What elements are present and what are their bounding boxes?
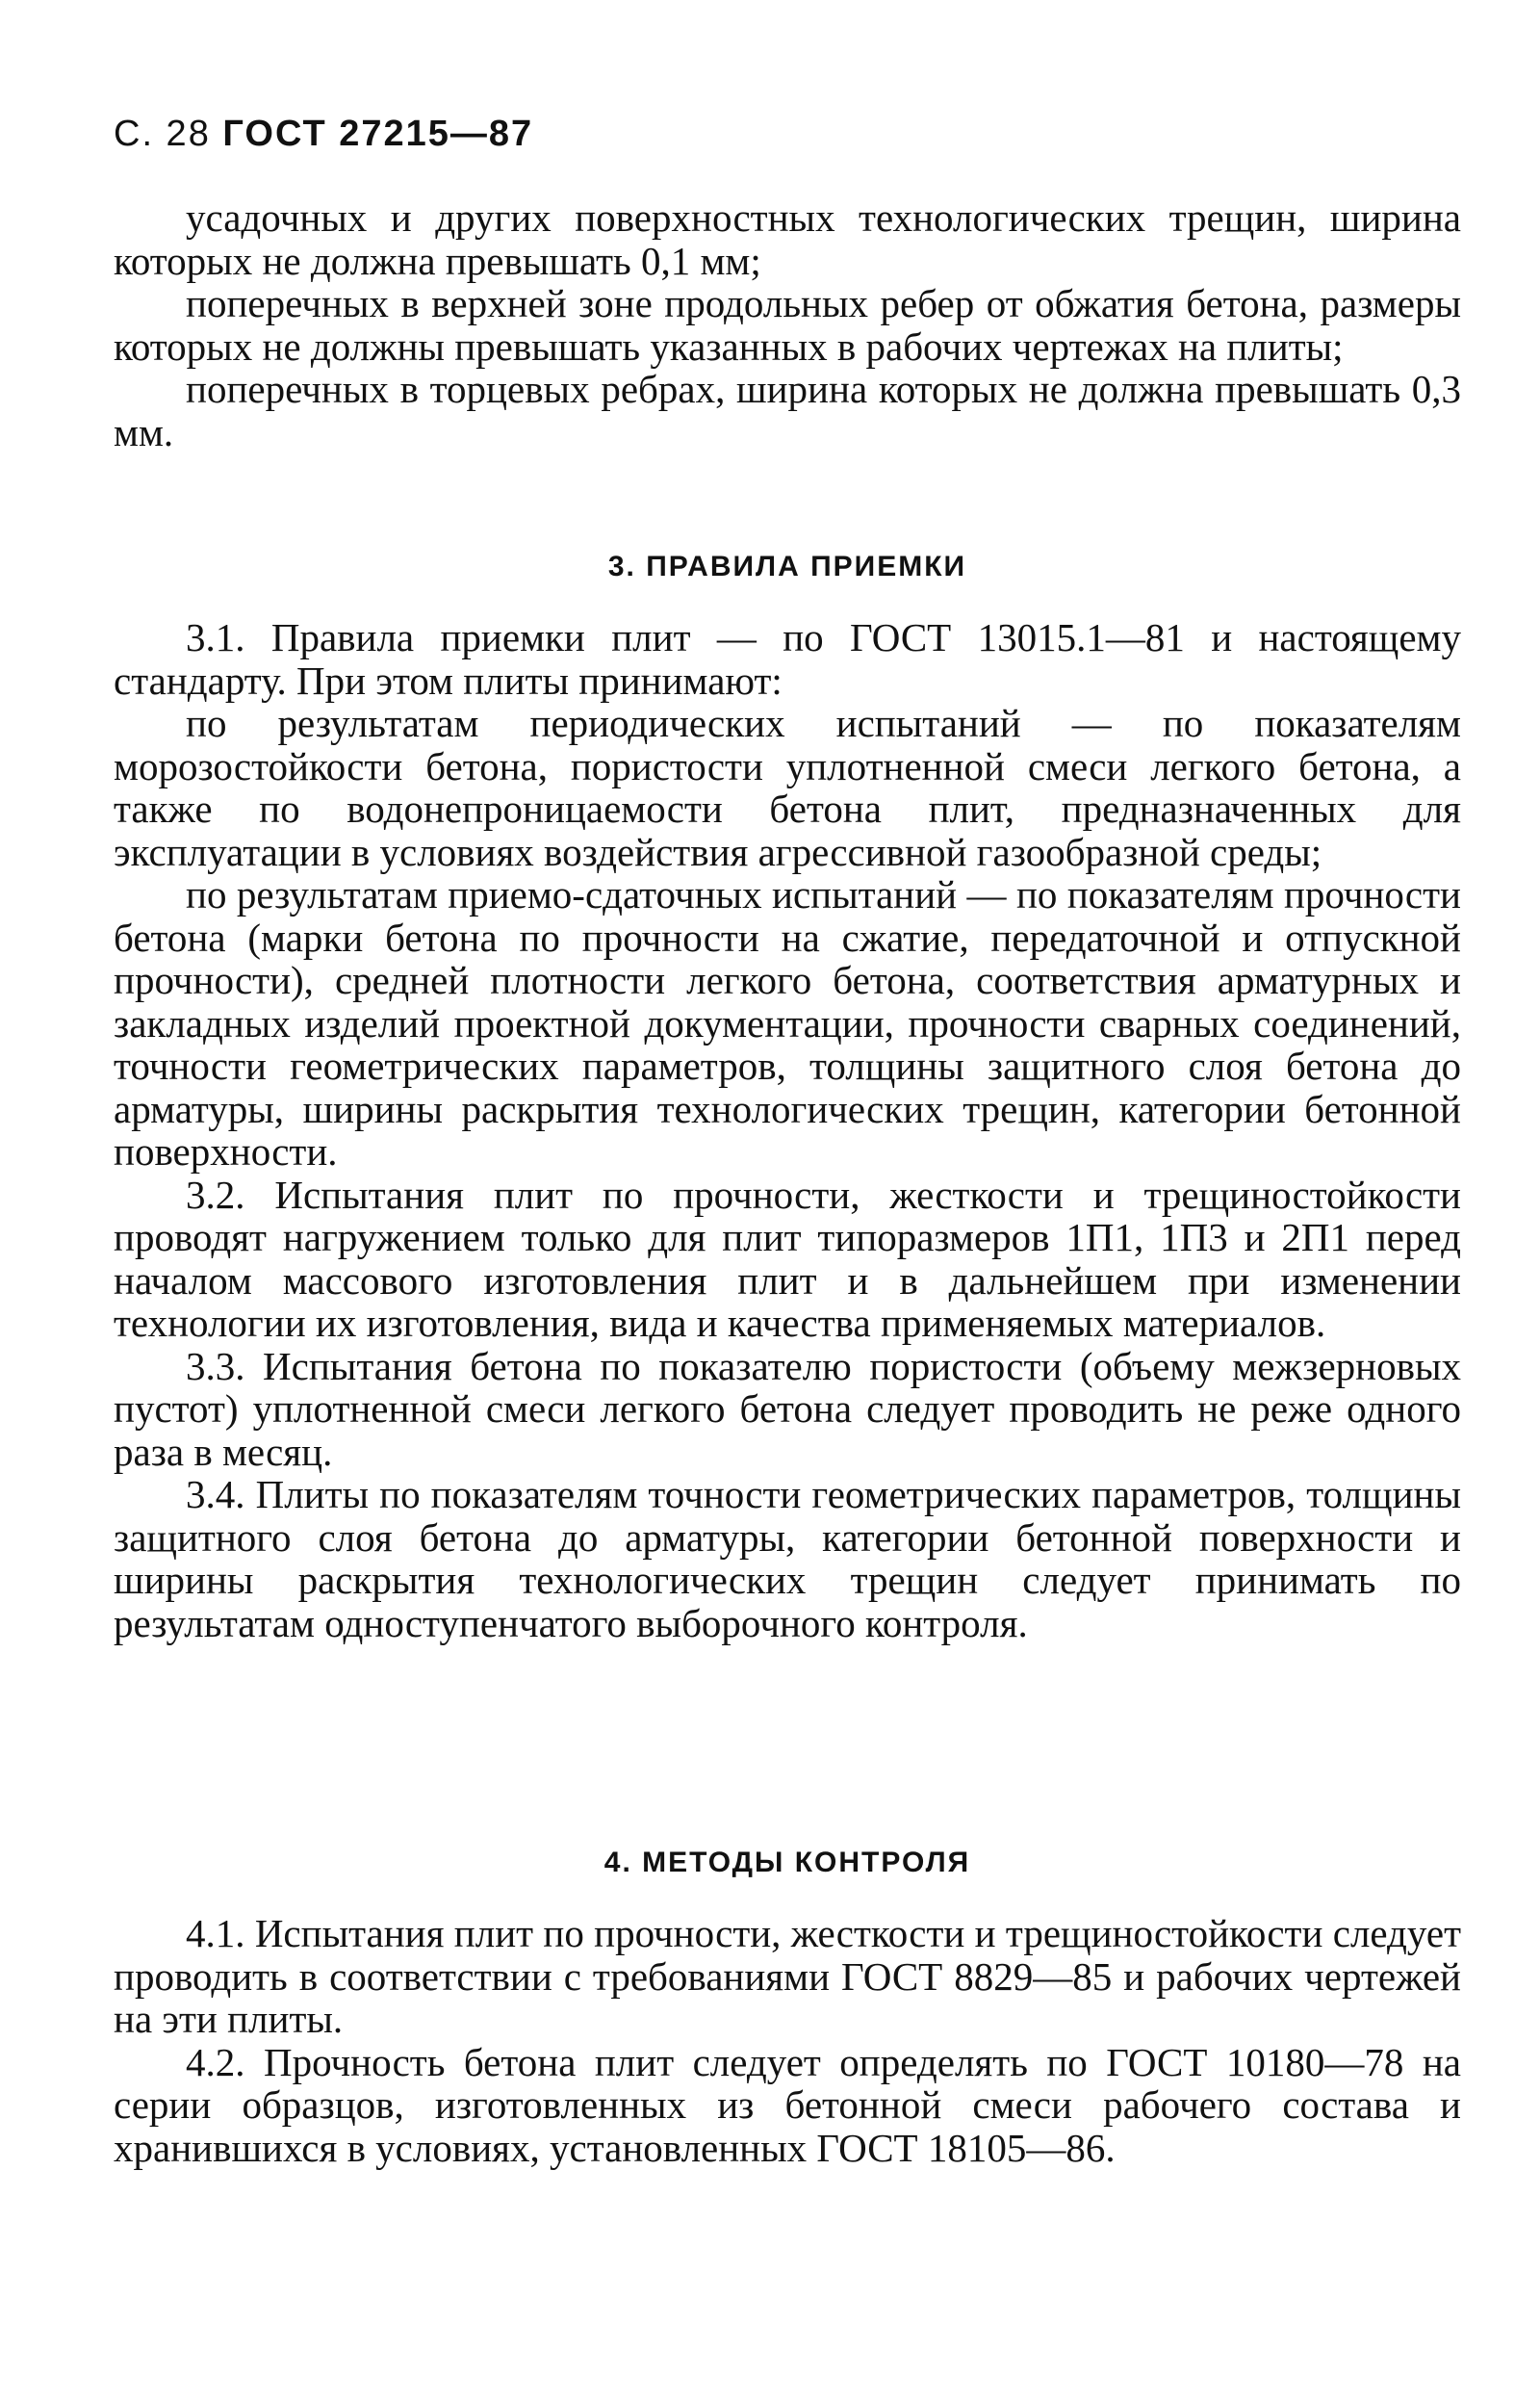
- intro-paragraph: поперечных в торцевых ребрах, ширина которых не должна превышать 0,3 мм.: [114, 367, 1461, 454]
- intro-paragraph: усадочных и других поверхностных технологических трещин, ширина которых не должна превышать 0,1 мм;: [114, 195, 1461, 283]
- page-header: [114, 114, 533, 155]
- paragraph-4-2: 4.2. Прочность бетона плит следует определять по ГОСТ 10180—78 на серии образцов, изготовленных из бетонной смеси рабочего состава и хранившихся в условиях, установленных ГОСТ 18105—86.: [114, 2039, 1461, 2170]
- section-4-body: [114, 1912, 1461, 2169]
- paragraph-3-3: 3.3. Испытания бетона по показателю пористости (объему межзерновых пустот) уплотненной смеси легкого бетона следует проводить не реже одного раза в месяц.: [114, 1343, 1461, 1474]
- paragraph-4-1: 4.1. Испытания плит по прочности, жесткости и трещиностойкости следует проводить в соответствии с требованиями ГОСТ 8829—85 и рабочих чертежей на эти плиты.: [114, 1911, 1461, 2041]
- section-4-heading: 4. МЕТОДЫ КОНТРОЛЯ: [603, 1847, 971, 1878]
- paragraph-3-1-periodic: по результатам периодических испытаний — по показателям морозостойкости бетона, пористости уплотненной смеси легкого бетона, а также по водонепроницаемости бетона плит, предназначенных для эксплуатации в условиях воздействия агрессивной газообразной среды;: [114, 701, 1461, 874]
- section-3-heading: 3. ПРАВИЛА ПРИЕМКИ: [607, 551, 967, 582]
- paragraph-3-1-acceptance: по результатам приемо-сдаточных испытаний — по показателям прочности бетона (марки бетона по прочности на сжатие, передаточной и отпускной прочности), средней плотности легкого бетона, соответствия арматурных и закладных изделий проектной документации, прочности сварных соединений, точности геометрических параметров, толщины защитного слоя бетона до арматуры, ширины раскрытия технологических трещин, категории бетонной поверхности.: [114, 872, 1461, 1174]
- intro-paragraph: поперечных в верхней зоне продольных ребер от обжатия бетона, размеры которых не должны превышать указанных в рабочих чертежах на плиты;: [114, 281, 1461, 369]
- page-number: С. 28: [114, 114, 211, 154]
- paragraph-3-2: 3.2. Испытания плит по прочности, жесткости и трещиностойкости проводят нагружением только для плит типоразмеров 1П1, 1П3 и 2П1 перед началом массового изготовления плит и в дальнейшем при изменении технологии их изготовления, вида и качества применяемых материалов.: [114, 1172, 1461, 1345]
- standard-code: ГОСТ 27215—87: [222, 114, 534, 154]
- intro-block: [114, 196, 1461, 453]
- section-3-body: [114, 616, 1461, 1644]
- paragraph-3-1: 3.1. Правила приемки плит — по ГОСТ 13015.1—81 и настоящему стандарту. При этом плиты принимают:: [114, 615, 1461, 703]
- paragraph-3-4: 3.4. Плиты по показателям точности геометрических параметров, толщины защитного слоя бетона до арматуры, категории бетонной поверхности и ширины раскрытия технологических трещин следует принимать по результатам одноступенчатого выборочного контроля.: [114, 1472, 1461, 1645]
